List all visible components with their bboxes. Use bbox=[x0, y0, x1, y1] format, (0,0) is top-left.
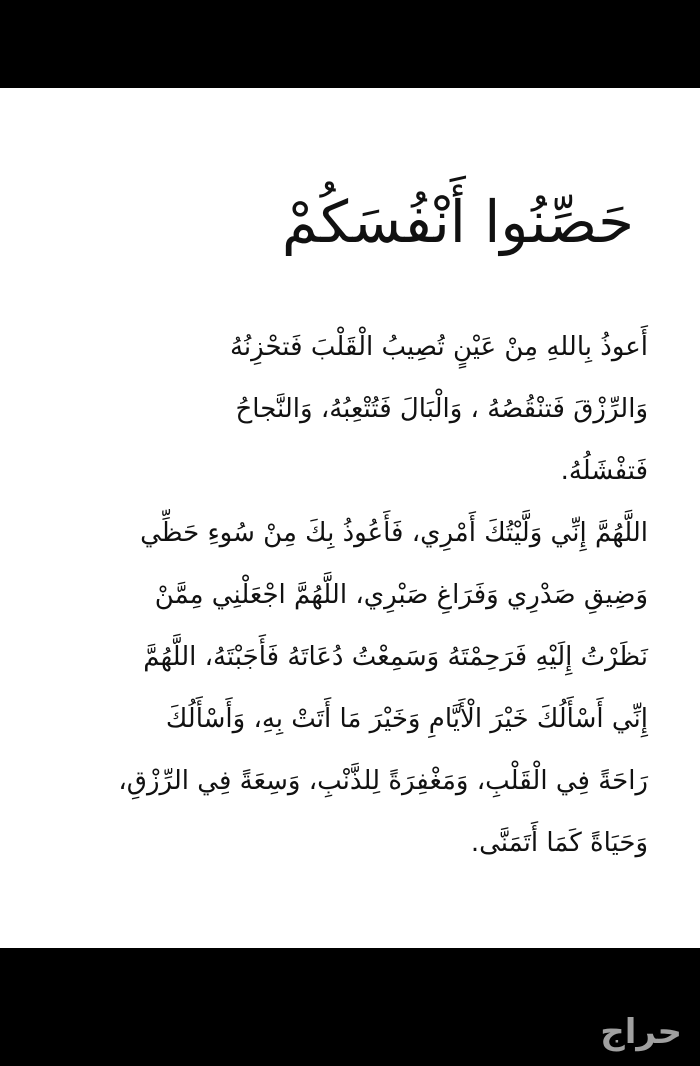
text-line: وَالرِّزْقَ فَتنْقُصُهُ ، وَالْبَالَ فَتُتْعِبُهُ، وَالنَّجاحُ bbox=[235, 394, 648, 424]
text-line: نَظَرْتُ إِلَيْهِ فَرَحِمْتَهُ وَسَمِعْتُ دُعَاتَهُ فَأَجَبْتَهُ، اللَّهُمَّ bbox=[143, 642, 648, 672]
page-title: حَصِّنُوا أَنْفُسَكُمْ bbox=[281, 188, 634, 256]
bottom-black-bar bbox=[0, 948, 700, 1066]
text-line: وَضِيقِ صَدْرِي وَفَرَاغِ صَبْرِي، اللَّهُمَّ اجْعَلْنِي مِمَّنْ bbox=[154, 580, 648, 610]
text-line: إِنِّي أَسْأَلُكَ خَيْرَ الْأَيَّامِ وَخَيْرَ مَا أَتَتْ بِهِ، وَأَسْأَلُكَ bbox=[165, 704, 648, 734]
text-line: رَاحَةً فِي الْقَلْبِ، وَمَغْفِرَةً لِلذَّنْبِ، وَسِعَةً فِي الرِّزْقِ، bbox=[118, 766, 648, 796]
top-black-bar bbox=[0, 0, 700, 88]
text-line: فَتفْشَلُهُ. bbox=[560, 456, 648, 486]
text-sheet bbox=[0, 88, 700, 948]
haraj-watermark: حراج bbox=[600, 1012, 682, 1052]
text-line: اللَّهُمَّ إِنِّي وَلَّيْتُكَ أَمْرِي، فَأَعُوذُ بِكَ مِنْ سُوءِ حَظِّي bbox=[140, 518, 648, 548]
supplication-text bbox=[48, 316, 648, 874]
text-line: وَحَيَاةً كَمَا أَتَمَنَّى. bbox=[470, 828, 648, 858]
text-line: أَعوذُ بِاللهِ مِنْ عَيْنٍ تُصِيبُ الْقَلْبَ فَتحْزِنُهُ bbox=[229, 332, 648, 362]
